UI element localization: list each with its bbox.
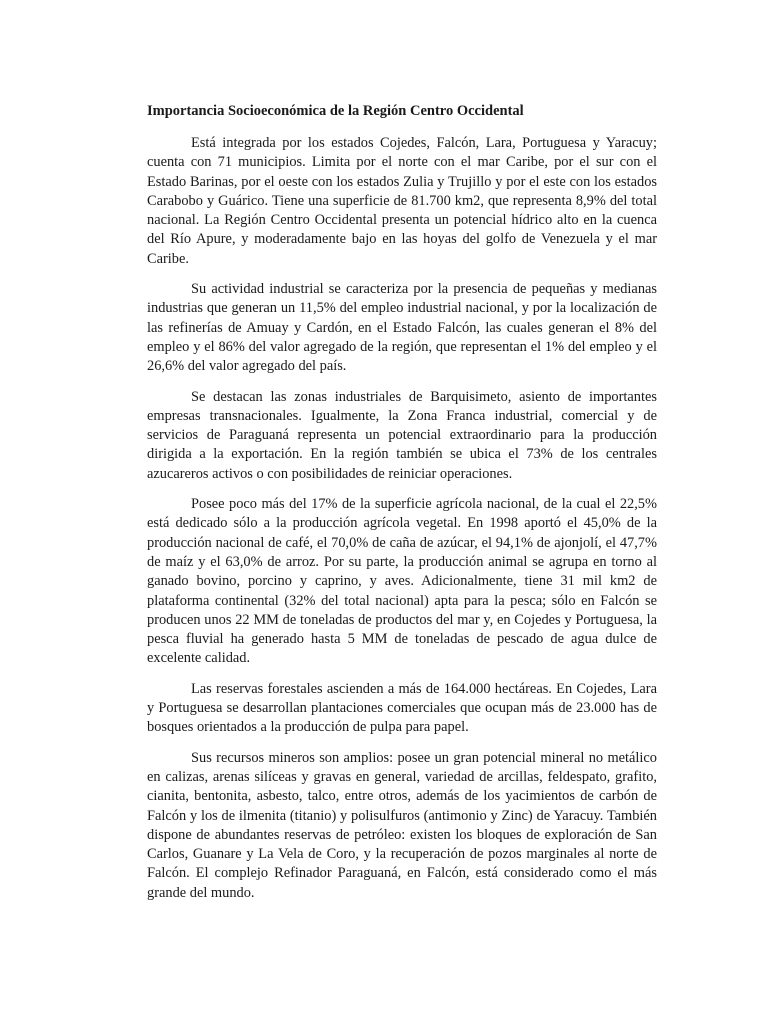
paragraph-agriculture: Posee poco más del 17% de la superficie agrícola nacional, de la cual el 22,5% está dedicado sólo a la producción agrícola vegetal. En 1998 aportó el 45,0% de la producción nacional de café, el 70,0% de caña de azúcar, el 94,1% de ajonjolí, el 47,7% de maíz y el 63,0% de arroz. Por su parte, la producción animal se agrupa en torno al ganado bovino, porcino y caprino, y aves. Adicionalmente, tiene 31 mil km2 de plataforma continental (32% del total nacional) apta para la pesca; sólo en Falcón se producen unos 22 MM de toneladas de productos del mar y, en Cojedes y Portuguesa, la pesca fluvial ha generado hasta 5 MM de toneladas de pescado de agua dulce de excelente calidad. bbox=[147, 496, 657, 667]
paragraph-industrial-zones: Se destacan las zonas industriales de Barquisimeto, asiento de importantes empresas transnacionales. Igualmente, la Zona Franca industrial, comercial y de servicios de Paraguaná representa un potencial extraordinario para la producción dirigida a la exportación. En la región también se ubica el 73% de los centrales azucareros activos o con posibilidades de reiniciar operaciones. bbox=[147, 388, 657, 482]
paragraph-industry: Su actividad industrial se caracteriza por la presencia de pequeñas y medianas industrias que generan un 11,5% del empleo industrial nacional, y por la localización de las refinerías de Amuay y Cardón, en el Estado Falcón, las cuales generan el 8% del empleo y el 86% del valor agregado de la región, que representan el 1% del empleo y el 26,6% del valor agregado del país. bbox=[147, 281, 657, 375]
paragraph-mining: Sus recursos mineros son amplios: posee un gran potencial mineral no metálico en calizas, arenas silíceas y gravas en general, variedad de arcillas, feldespato, grafito, cianita, bentonita, asbesto, talco, entre otros, además de los yacimientos de carbón de Falcón y los de ilmenita (titanio) y polisulfuros (antimonio y Zinc) de Yaracuy. También dispone de abundantes reservas de petróleo: existen los bloques de exploración de San Carlos, Guanare y La Vela de Coro, y la recuperación de pozos marginales al norte de Falcón. El complejo Refinador Paraguaná, en Falcón, está considerado como el más grande del mundo. bbox=[147, 749, 657, 901]
paragraph-location: Está integrada por los estados Cojedes, Falcón, Lara, Portuguesa y Yaracuy; cuenta con 71 municipios. Limita por el norte con el mar Caribe, por el sur con el Estado Barinas, por el oeste con los estados Zulia y Trujillo y por el este con los estados Carabobo y Guárico. Tiene una superficie de 81.700 km2, que representa 8,9% del total nacional. La Región Centro Occidental presenta un potencial hídrico alto en la cuenca del Río Apure, y moderadamente bajo en las hoyas del golfo de Venezuela y el mar Caribe. bbox=[147, 135, 657, 267]
document-title: Importancia Socioeconómica de la Región Centro Occidental bbox=[147, 103, 524, 119]
paragraph-forestry: Las reservas forestales ascienden a más de 164.000 hectáreas. En Cojedes, Lara y Portuguesa se desarrollan plantaciones comerciales que ocupan más de 23.000 has de bosques orientados a la producción de pulpa para papel. bbox=[147, 680, 657, 736]
document-page bbox=[147, 101, 657, 914]
